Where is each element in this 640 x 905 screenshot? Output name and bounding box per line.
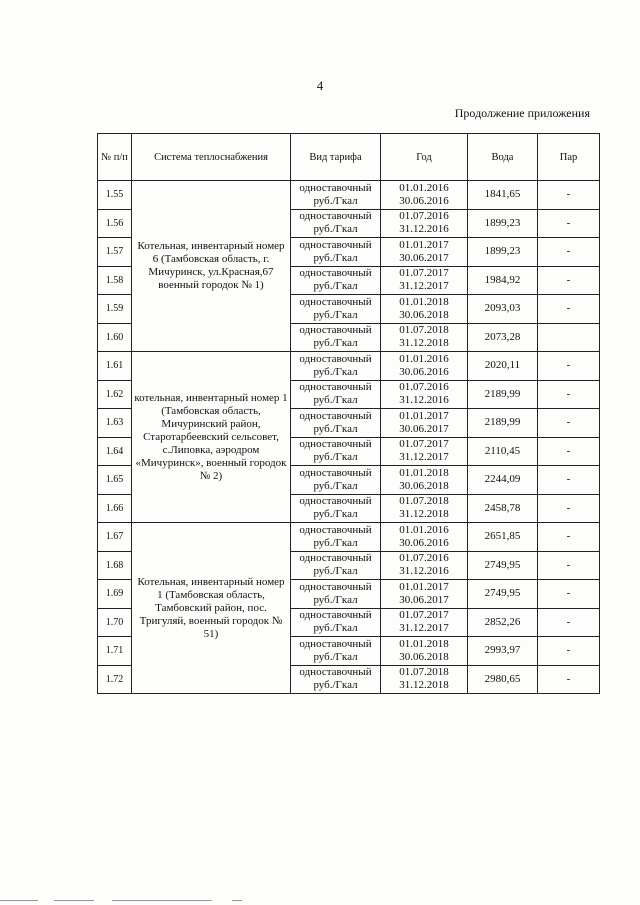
tariff-type: одноставочный руб./Гкал xyxy=(291,323,381,352)
tariff-period: 01.07.2017 31.12.2017 xyxy=(381,437,468,466)
tariff-period: 01.01.2017 30.06.2017 xyxy=(381,238,468,267)
water-price: 2244,09 xyxy=(468,466,538,495)
water-price: 1899,23 xyxy=(468,238,538,267)
tariff-type: одноставочный руб./Гкал xyxy=(291,352,381,381)
tariff-period: 01.07.2016 31.12.2016 xyxy=(381,209,468,238)
tariff-period: 01.01.2017 30.06.2017 xyxy=(381,580,468,609)
tariff-period: 01.07.2016 31.12.2016 xyxy=(381,551,468,580)
row-number: 1.66 xyxy=(98,494,132,523)
tariff-type: одноставочный руб./Гкал xyxy=(291,295,381,324)
tariff-period: 01.01.2018 30.06.2018 xyxy=(381,637,468,666)
row-number: 1.70 xyxy=(98,608,132,637)
steam-price: - xyxy=(538,523,600,552)
steam-price: - xyxy=(538,665,600,694)
row-number: 1.59 xyxy=(98,295,132,324)
tariff-type: одноставочный руб./Гкал xyxy=(291,380,381,409)
row-number: 1.55 xyxy=(98,181,132,210)
row-number: 1.57 xyxy=(98,238,132,267)
steam-price: - xyxy=(538,238,600,267)
steam-price: - xyxy=(538,266,600,295)
tariff-period: 01.01.2016 30.06.2016 xyxy=(381,352,468,381)
tariff-period: 01.07.2016 31.12.2016 xyxy=(381,380,468,409)
water-price: 2189,99 xyxy=(468,380,538,409)
table-row xyxy=(98,523,600,552)
tariff-period: 01.01.2016 30.06.2016 xyxy=(381,181,468,210)
steam-price: - xyxy=(538,437,600,466)
tariff-period: 01.07.2017 31.12.2017 xyxy=(381,608,468,637)
water-price: 2749,95 xyxy=(468,551,538,580)
steam-price: - xyxy=(538,295,600,324)
tariff-table xyxy=(97,133,600,694)
tariff-type: одноставочный руб./Гкал xyxy=(291,266,381,295)
row-number: 1.67 xyxy=(98,523,132,552)
row-number: 1.56 xyxy=(98,209,132,238)
header-year: Год xyxy=(381,134,468,181)
row-number: 1.72 xyxy=(98,665,132,694)
tariff-period: 01.01.2018 30.06.2018 xyxy=(381,466,468,495)
tariff-type: одноставочный руб./Гкал xyxy=(291,523,381,552)
steam-price: - xyxy=(538,580,600,609)
row-number: 1.60 xyxy=(98,323,132,352)
tariff-type: одноставочный руб./Гкал xyxy=(291,181,381,210)
tariff-type: одноставочный руб./Гкал xyxy=(291,637,381,666)
header-tariff-type: Вид тарифа xyxy=(291,134,381,181)
row-number: 1.61 xyxy=(98,352,132,381)
header-water: Вода xyxy=(468,134,538,181)
continuation-label: Продолжение приложения xyxy=(454,106,590,120)
water-price: 2020,11 xyxy=(468,352,538,381)
row-number: 1.63 xyxy=(98,409,132,438)
steam-price: - xyxy=(538,494,600,523)
steam-price: - xyxy=(538,409,600,438)
tariff-type: одноставочный руб./Гкал xyxy=(291,551,381,580)
water-price: 2458,78 xyxy=(468,494,538,523)
header-system: Система теплоснабжения xyxy=(132,134,291,181)
row-number: 1.71 xyxy=(98,637,132,666)
header-number: № п/п xyxy=(98,134,132,181)
heat-supply-system: котельная, инвентарный номер 1 (Тамбовская область, Мичуринский район, Старотарбеевский сельсовет, с.Липовка, аэродром «Мичуринск», военный городок № 2) xyxy=(132,352,291,523)
water-price: 1899,23 xyxy=(468,209,538,238)
heat-supply-system: Котельная, инвентарный номер 1 (Тамбовская область, Тамбовский район, пос. Тригуляй, военный городок № 51) xyxy=(132,523,291,694)
steam-price: - xyxy=(538,608,600,637)
page-number: 4 xyxy=(316,78,324,93)
steam-price: - xyxy=(538,380,600,409)
tariff-type: одноставочный руб./Гкал xyxy=(291,238,381,267)
tariff-period: 01.07.2017 31.12.2017 xyxy=(381,266,468,295)
steam-price: - xyxy=(538,466,600,495)
water-price: 2073,28 xyxy=(468,323,538,352)
steam-price xyxy=(538,323,600,352)
tariff-type: одноставочный руб./Гкал xyxy=(291,665,381,694)
tariff-period: 01.07.2018 31.12.2018 xyxy=(381,665,468,694)
steam-price: - xyxy=(538,181,600,210)
tariff-period: 01.01.2016 30.06.2016 xyxy=(381,523,468,552)
row-number: 1.64 xyxy=(98,437,132,466)
tariff-type: одноставочный руб./Гкал xyxy=(291,494,381,523)
water-price: 2110,45 xyxy=(468,437,538,466)
water-price: 2093,03 xyxy=(468,295,538,324)
row-number: 1.68 xyxy=(98,551,132,580)
heat-supply-system: Котельная, инвентарный номер 6 (Тамбовская область, г. Мичуринск, ул.Красная,67 военный городок № 1) xyxy=(132,181,291,352)
water-price: 1841,65 xyxy=(468,181,538,210)
water-price: 2980,65 xyxy=(468,665,538,694)
tariff-type: одноставочный руб./Гкал xyxy=(291,608,381,637)
tariff-type: одноставочный руб./Гкал xyxy=(291,466,381,495)
water-price: 2852,26 xyxy=(468,608,538,637)
tariff-type: одноставочный руб./Гкал xyxy=(291,209,381,238)
tariff-period: 01.07.2018 31.12.2018 xyxy=(381,494,468,523)
water-price: 1984,92 xyxy=(468,266,538,295)
tariff-period: 01.01.2018 30.06.2018 xyxy=(381,295,468,324)
table-body xyxy=(98,181,600,694)
header-steam: Пар xyxy=(538,134,600,181)
table-row xyxy=(98,181,600,210)
steam-price: - xyxy=(538,352,600,381)
steam-price: - xyxy=(538,551,600,580)
row-number: 1.58 xyxy=(98,266,132,295)
table-header-row xyxy=(98,134,600,181)
tariff-period: 01.07.2018 31.12.2018 xyxy=(381,323,468,352)
water-price: 2651,85 xyxy=(468,523,538,552)
table-row xyxy=(98,352,600,381)
water-price: 2189,99 xyxy=(468,409,538,438)
row-number: 1.65 xyxy=(98,466,132,495)
tariff-type: одноставочный руб./Гкал xyxy=(291,437,381,466)
scan-artifact-lines xyxy=(0,900,640,902)
row-number: 1.69 xyxy=(98,580,132,609)
water-price: 2749,95 xyxy=(468,580,538,609)
water-price: 2993,97 xyxy=(468,637,538,666)
tariff-type: одноставочный руб./Гкал xyxy=(291,409,381,438)
row-number: 1.62 xyxy=(98,380,132,409)
tariff-period: 01.01.2017 30.06.2017 xyxy=(381,409,468,438)
steam-price: - xyxy=(538,209,600,238)
tariff-type: одноставочный руб./Гкал xyxy=(291,580,381,609)
steam-price: - xyxy=(538,637,600,666)
